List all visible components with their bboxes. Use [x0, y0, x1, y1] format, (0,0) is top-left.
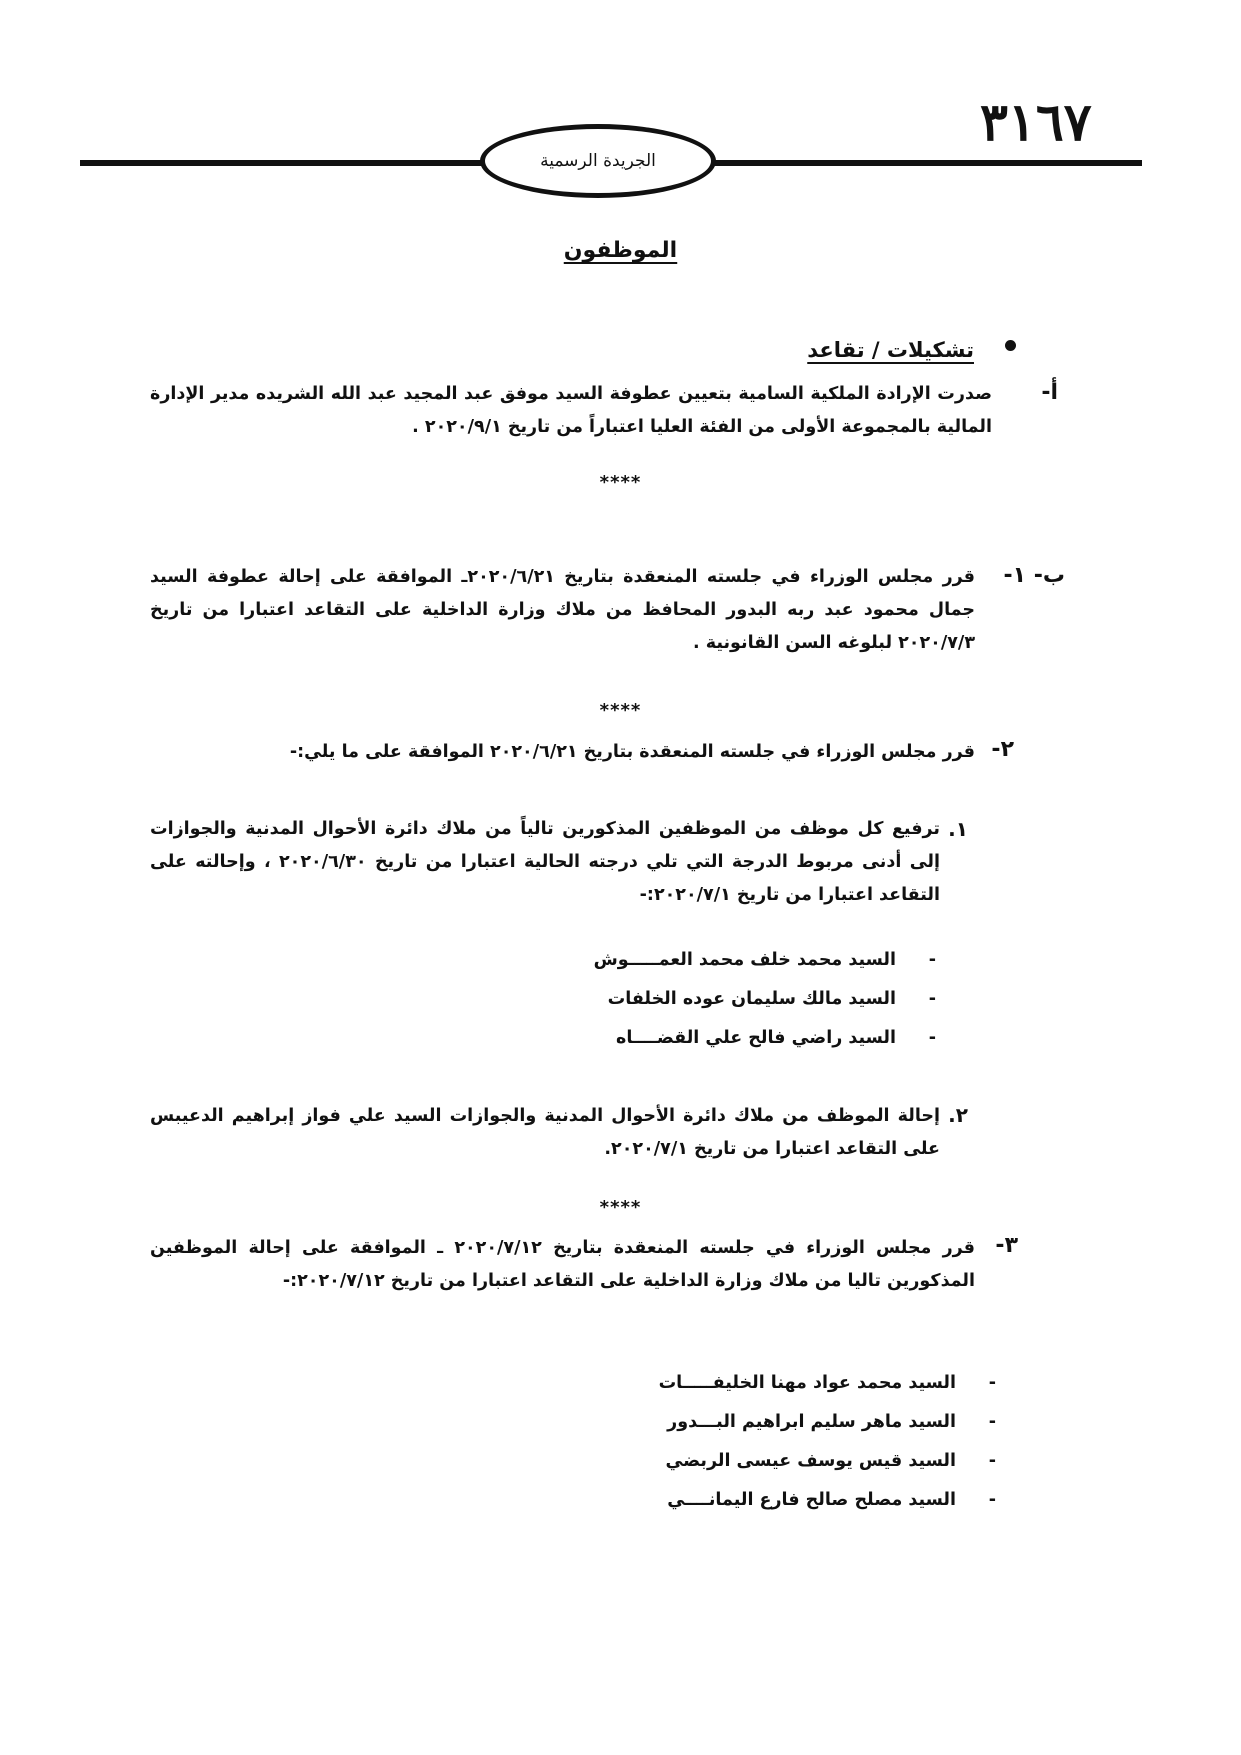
subsection-title: تشكيلات / تقاعد	[807, 338, 974, 362]
list-item: -السيد محمد عواد مهنا الخليفـــــات	[658, 1373, 996, 1393]
list-item: -السيد محمد خلف محمد العمـــــوش	[593, 950, 936, 970]
item-2-marker: ٢-	[991, 737, 1014, 762]
list-item: -السيد ماهر سليم ابراهيم البـــدور	[667, 1412, 996, 1432]
item-2-2-text: إحالة الموظف من ملاك دائرة الأحوال المدنية والجوازات السيد علي فواز إبراهيم الدعيبس على التقاعد اعتبارا من تاريخ ٢٠٢٠/٧/١.	[150, 1106, 940, 1159]
list-item: -السيد مصلح صالح فارع اليمانــــي	[667, 1490, 996, 1510]
list-item: -السيد قيس يوسف عيسى الربضي	[665, 1451, 996, 1471]
item-2-1-names-list	[594, 941, 936, 1058]
separator: ****	[599, 1197, 642, 1218]
item-3-names-list	[659, 1364, 996, 1520]
list-item: -السيد مالك سليمان عوده الخلفات	[607, 989, 936, 1009]
section-title: الموظفون	[563, 238, 678, 263]
item-3-marker: ٣-	[995, 1233, 1018, 1258]
item-2-1-marker: ١.	[948, 817, 968, 841]
item-a-text: صدرت الإرادة الملكية السامية بتعيين عطوفة السيد موفق عبد المجيد عبد الله الشريده مدير الإدارة المالية بالمجموعة الأولى من الفئة العليا اعتباراً من تاريخ ٢٠٢٠/٩/١ .	[150, 384, 992, 437]
gazette-name: الجريدة الرسمية	[540, 151, 656, 171]
item-b1-marker: ب- ١-	[1003, 563, 1065, 588]
page-number: ٣١٦٧	[980, 92, 1092, 153]
bullet-icon	[1005, 340, 1016, 351]
separator: ****	[599, 472, 642, 493]
item-2-1-text: ترفيع كل موظف من الموظفين المذكورين تالياً من ملاك دائرة الأحوال المدنية والجوازات إلى أدنى مربوط الدرجة التي تلي درجته الحالية اعتبارا من تاريخ ٢٠٢٠/٦/٣٠ ، وإحالته على التقاعد اعتبارا من تاريخ ٢٠٢٠/٧/١:-	[150, 819, 940, 905]
gazette-name-oval	[480, 124, 716, 198]
item-3-text: قرر مجلس الوزراء في جلسته المنعقدة بتاريخ ٢٠٢٠/٧/١٢ ـ الموافقة على إحالة الموظفين المذكورين تاليا من ملاك وزارة الداخلية على التقاعد اعتبارا من تاريخ ٢٠٢٠/٧/١٢:-	[150, 1238, 976, 1291]
list-item: -السيد راضي فالح علي القضــــاه	[616, 1028, 936, 1048]
item-2-text: قرر مجلس الوزراء في جلسته المنعقدة بتاريخ ٢٠٢٠/٦/٢١ الموافقة على ما يلي:-	[289, 742, 975, 762]
item-a-marker: أ-	[1041, 380, 1058, 405]
item-b1-text: قرر مجلس الوزراء في جلسته المنعقدة بتاريخ ٢٠٢٠/٦/٢١ـ الموافقة على إحالة عطوفة السيد جمال محمود عبد ربه البدور المحافظ من ملاك وزارة الداخلية على التقاعد اعتبارا من تاريخ ٢٠٢٠/٧/٣ لبلوغه السن القانونية .	[150, 567, 975, 653]
separator: ****	[599, 700, 642, 721]
item-2-2-marker: ٢.	[948, 1103, 968, 1127]
